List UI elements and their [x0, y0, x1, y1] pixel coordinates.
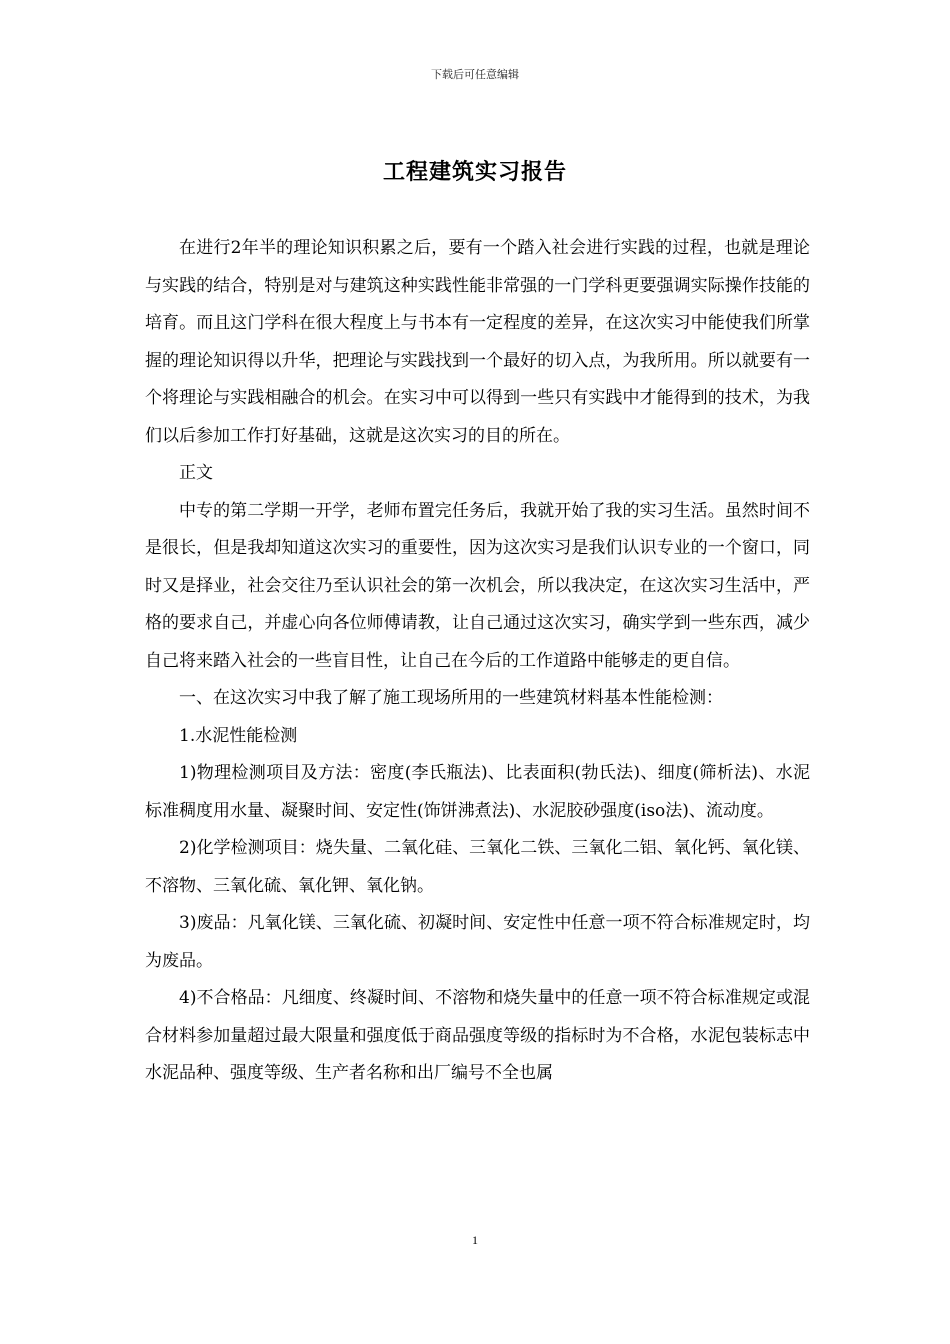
page-number: 1 [472, 1233, 478, 1247]
paragraph-chemical-items: 2)化学检测项目：烧失量、二氧化硅、三氧化二铁、三氧化二铝、氧化钙、氧化镁、不溶物、三氧化硫、氧化钾、氧化钠。 [145, 838, 810, 896]
paragraph-internship-start: 中专的第二学期一开学，老师布置完任务后，我就开始了我的实习生活。虽然时间不是很长，但是我却知道这次实习的重要性，因为这次实习是我们认识专业的一个窗口，同时又是择业，社会交往乃至认识社会的第一次机会，所以我决定，在这次实习生活中，严格的要求自己，并虚心向各位师傅请教，让自己通过这次实习，确实学到一些东西，减少自己将来踏入社会的一些盲目性，让自己在今后的工作道路中能够走的更自信。 [145, 500, 810, 671]
paragraph-heading-main: 正文 [179, 463, 213, 483]
document-title: 工程建筑实习报告 [382, 160, 567, 185]
document-body [145, 230, 810, 1093]
paragraph-nonconforming: 4)不合格品：凡细度、终凝时间、不溶物和烧失量中的任意一项不符合标准规定或混合材料参加量超过最大限量和强度低于商品强度等级的指标时为不合格，水泥包装标志中水泥品种、强度等级、生产者名称和出厂编号不全也属 [145, 988, 810, 1083]
paragraph-intro: 在进行2年半的理论知识积累之后，要有一个踏入社会进行实践的过程，也就是理论与实践的结合，特别是对与建筑这种实践性能非常强的一门学科更要强调实际操作技能的培育。而且这门学科在很大程度上与书本有一定程度的差异，在这次实习中能使我们所掌握的理论知识得以升华，把理论与实践找到一个最好的切入点，为我所用。所以就要有一个将理论与实践相融合的机会。在实习中可以得到一些只有实践中才能得到的技术，为我们以后参加工作打好基础，这就是这次实习的目的所在。 [145, 238, 810, 446]
paragraph-section-one: 一、在这次实习中我了解了施工现场所用的一些建筑材料基本性能检测： [179, 688, 723, 708]
paragraph-cement-test: 1.水泥性能检测 [179, 725, 298, 746]
header-note: 下载后可任意编辑 [431, 68, 519, 81]
paragraph-physical-items: 1)物理检测项目及方法：密度(李氏瓶法)、比表面积(勃氏法)、细度(筛析法)、水泥标准稠度用水量、凝聚时间、安定性(饰饼沸煮法)、水泥胶砂强度(iso法)、流动度。 [145, 763, 810, 821]
paragraph-waste-product: 3)废品：凡氧化镁、三氧化硫、初凝时间、安定性中任意一项不符合标准规定时，均为废品。 [145, 913, 810, 971]
